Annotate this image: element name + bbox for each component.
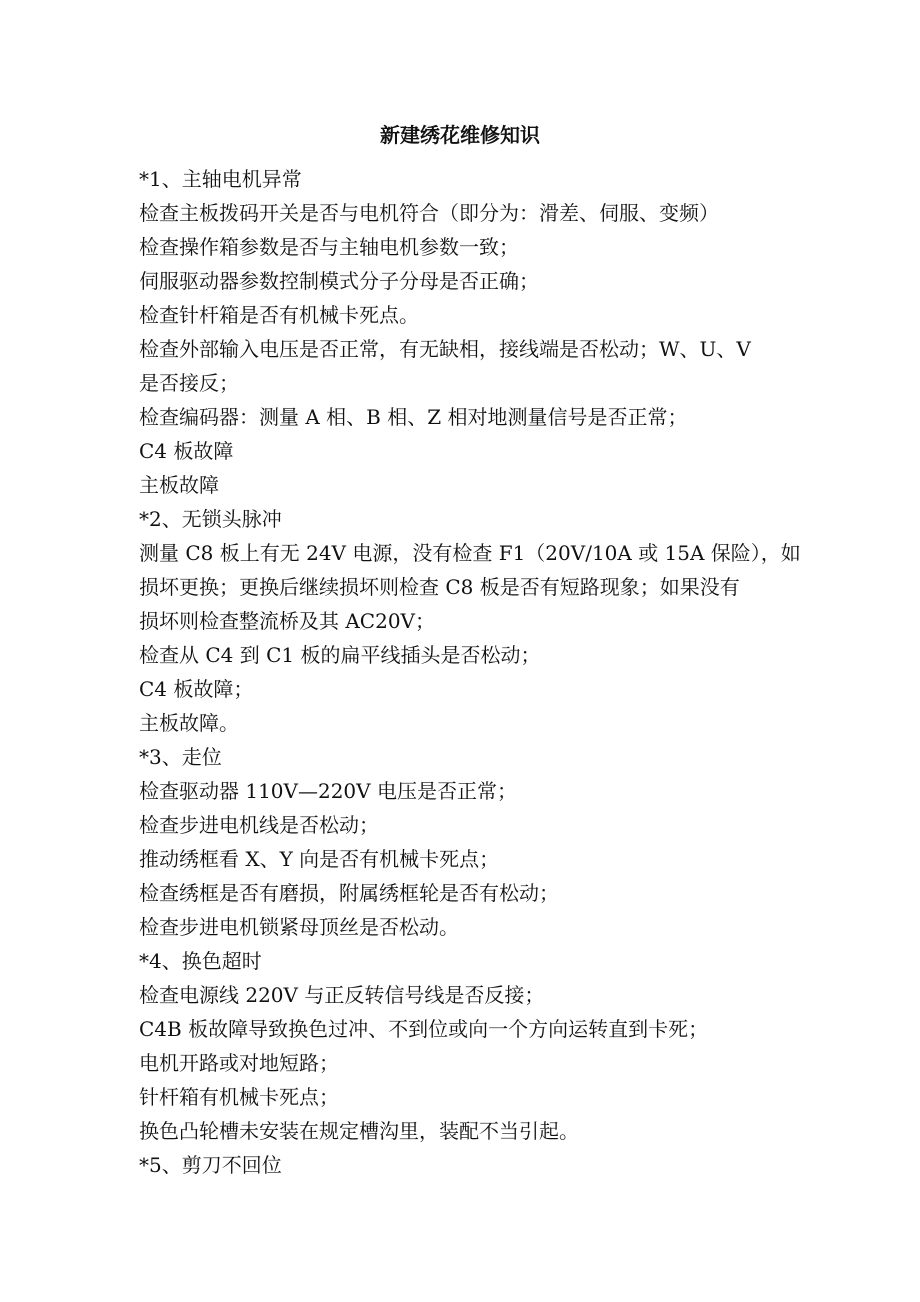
section-heading-4: *4、换色超时 [139, 949, 262, 973]
text-line: 电机开路或对地短路； [139, 1051, 339, 1075]
document-body [139, 162, 801, 1182]
section-heading-2: *2、无锁头脉冲 [139, 507, 282, 531]
text-line: C4 板故障 [139, 439, 234, 463]
text-line: 检查从 C4 到 C1 板的扁平线插头是否松动； [139, 643, 541, 667]
text-line: 主板故障 [139, 473, 219, 497]
page-title: 新建绣花维修知识 [380, 123, 540, 147]
text-line: C4 板故障； [139, 677, 254, 701]
text-line: 检查操作箱参数是否与主轴电机参数一致； [139, 235, 519, 259]
text-line: 主板故障。 [139, 711, 239, 735]
text-line: 检查编码器：测量 A 相、B 相、Z 相对地测量信号是否正常； [139, 405, 688, 429]
text-line: 检查电源线 220V 与正反转信号线是否反接； [139, 983, 545, 1007]
section-heading-1: *1、主轴电机异常 [139, 167, 302, 191]
text-line: 损坏更换；更换后继续损坏则检查 C8 板是否有短路现象；如果没有 [139, 575, 740, 599]
text-line: C4B 板故障导致换色过冲、不到位或向一个方向运转直到卡死； [139, 1017, 709, 1041]
text-line: 检查驱动器 110V—220V 电压是否正常； [139, 779, 517, 803]
text-line: 测量 C8 板上有无 24V 电源，没有检查 F1（20V/10A 或 15A 保险），如 [139, 541, 801, 565]
text-line: 推动绣框看 X、Y 向是否有机械卡死点； [139, 847, 500, 871]
text-line: 换色凸轮槽未安装在规定槽沟里，装配不当引起。 [139, 1119, 579, 1143]
text-line: 检查外部输入电压是否正常，有无缺相，接线端是否松动；W、U、V [139, 337, 751, 361]
text-line: 是否接反； [139, 371, 239, 395]
text-line: 检查主板拨码开关是否与电机符合（即分为：滑差、伺服、变频） [139, 201, 719, 225]
section-heading-3: *3、走位 [139, 745, 222, 769]
text-line: 检查绣框是否有磨损，附属绣框轮是否有松动； [139, 881, 559, 905]
text-line: 检查步进电机线是否松动； [139, 813, 379, 837]
text-line: 检查针杆箱是否有机械卡死点。 [139, 303, 419, 327]
text-line: 损坏则检查整流桥及其 AC20V； [139, 609, 435, 633]
text-line: 伺服驱动器参数控制模式分子分母是否正确； [139, 269, 539, 293]
text-line: 检查步进电机锁紧母顶丝是否松动。 [139, 915, 459, 939]
section-heading-5: *5、剪刀不回位 [139, 1153, 282, 1177]
text-line: 针杆箱有机械卡死点； [139, 1085, 339, 1109]
